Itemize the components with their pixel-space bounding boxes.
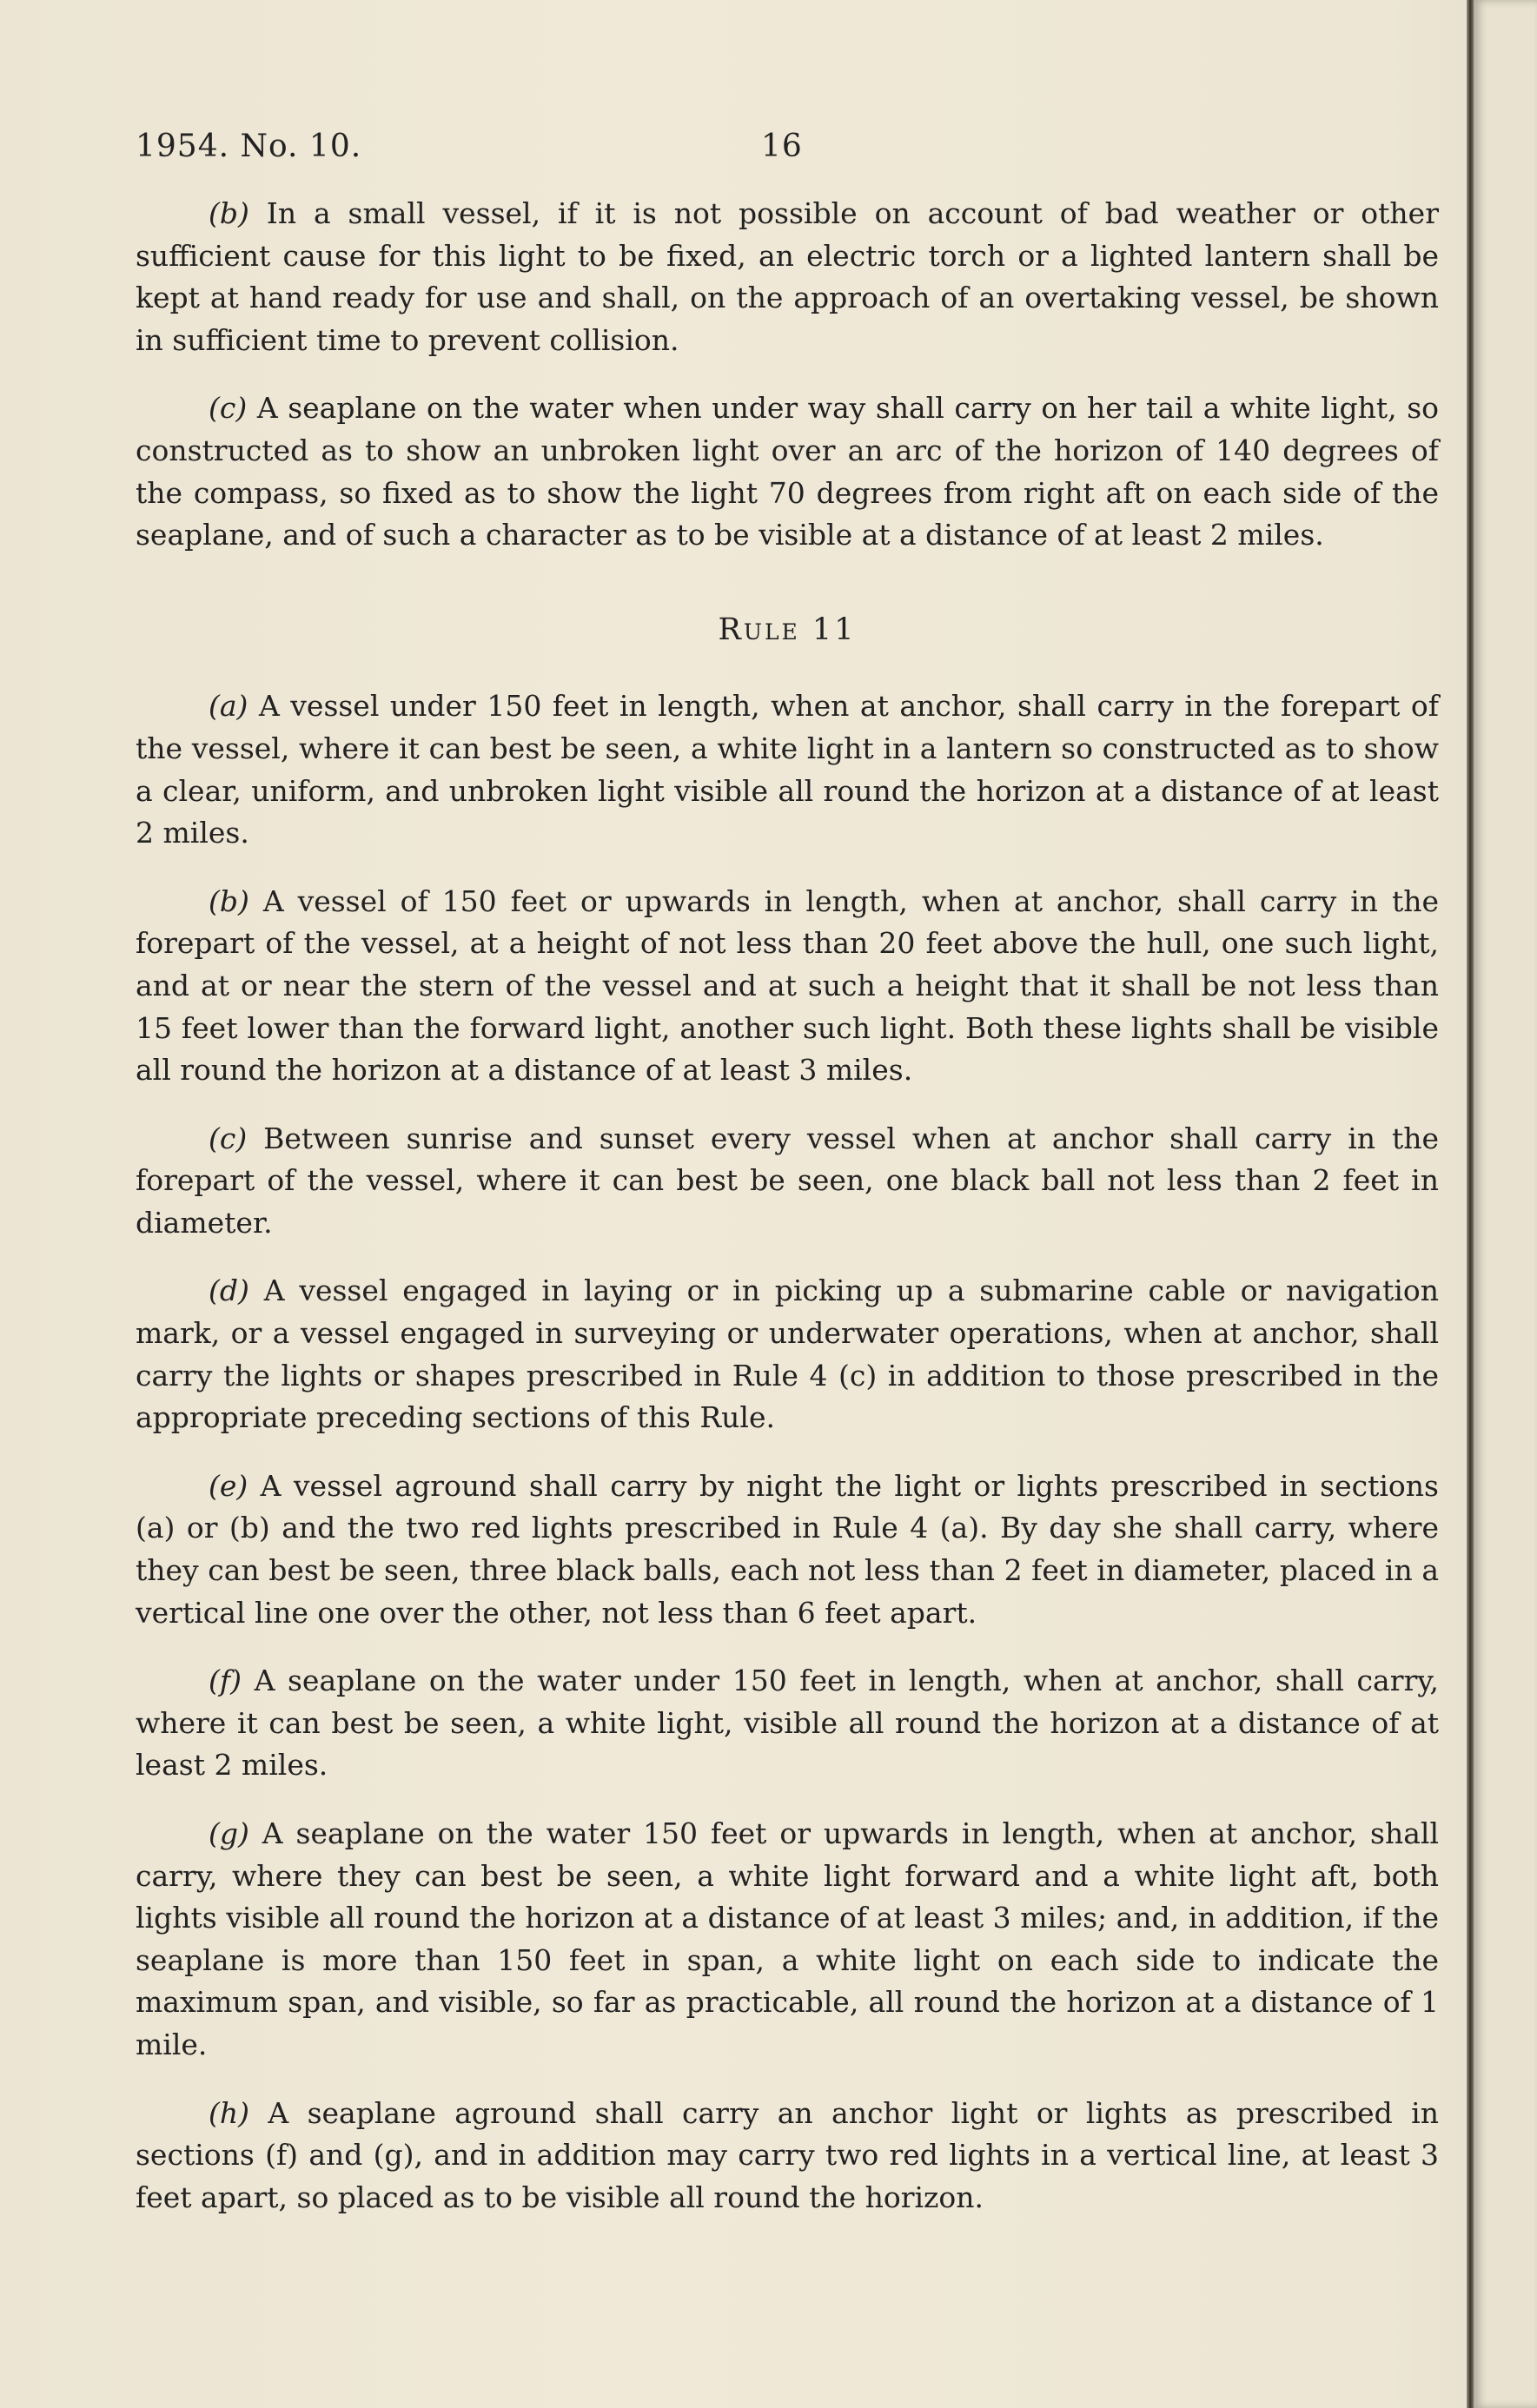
section-label: (b) [209,196,249,230]
paragraph [136,2093,1439,2219]
rule-heading: Rule 11 [718,612,857,647]
paragraph-text: A vessel under 150 feet in length, when at anchor, shall carry in the forepart of the vessel, where it can best be seen, a white light in a lantern so constructed as to show a clear, uniform, and unbroken light visible all round the horizon at a distance of at least 2 miles. [136,689,1439,850]
paragraph [136,685,1439,854]
section-label: (c) [209,1121,248,1155]
paragraph [136,1660,1439,1787]
section-label: (c) [209,391,248,426]
section-label: (b) [209,883,249,918]
paragraph-text: A seaplane on the water 150 feet or upwards in length, when at anchor, shall carry, where they can best be seen, a white light forward and a white light aft, both lights visible all round the horizon at a distance of at least 3 miles; and, in addition, if the seaplane is more than 150 feet in span, a white light on each side to indicate the maximum span, and visible, so far as practicable, all round the horizon at a distance of 1 mile. [136,1816,1439,2061]
paragraph [136,881,1439,1092]
section-label: (d) [209,1273,249,1308]
paragraph [136,1270,1439,1439]
paragraph-text: A seaplane aground shall carry an anchor light or lights as prescribed in sections (f) and (g), and in addition may carry two red lights in a vertical line, at least 3 feet apart, so placed as to be visible all round the horizon. [136,2095,1439,2214]
page-number: 16 [761,129,803,164]
paragraph [136,1813,1439,2067]
section-label: (a) [209,689,248,724]
section-label: (f) [209,1664,242,1698]
paragraph [136,387,1439,556]
paragraph-text: In a small vessel, if it is not possible on account of bad weather or other sufficient cause for this light to be fixed, an electric torch or a lighted lantern shall be kept at hand ready for use and shall, on the approach of an overtaking vessel, be shown in sufficient time to prevent collision. [136,196,1439,357]
section-label: (h) [209,2095,250,2130]
paragraph-text: A seaplane on the water when under way shall carry on her tail a white light, so constructed as to show an unbroken light over an arc of the horizon of 140 degrees of the compass, so fixed as to show the light 70 degrees from right aft on each side of the seaplane, and of such a character as to be visible at a distance of at least 2 miles. [136,391,1439,552]
section-label: (g) [209,1816,249,1850]
paragraph [136,1118,1439,1245]
paragraph [136,193,1439,361]
paragraph-text: A seaplane on the water under 150 feet in length, when at anchor, shall carry, where it can best be seen, a white light, visible all round the horizon at a distance of at least 2 miles. [136,1664,1439,1783]
paragraph-text: A vessel aground shall carry by night the light or lights prescribed in sections (a) or (b) and the two red lights prescribed in Rule 4 (a). By day she shall carry, where they can best be seen, three black balls, each not less than 2 feet in diameter, placed in a vertical line one over the other, not less than 6 feet apart. [136,1468,1439,1630]
adjacent-page-edge [1474,0,1537,2408]
paragraph-text: A vessel of 150 feet or upwards in length, when at anchor, shall carry in the forepart of the vessel, at a height of not less than 20 feet above the hull, one such light, and at or near the stern of the vessel and at such a height that it shall be not less than 15 feet lower than the forward light, another such light. Both these lights shall be visible all round the horizon at a distance of at least 3 miles. [136,883,1439,1088]
paragraph-text: Between sunrise and sunset every vessel when at anchor shall carry in the forepart of the vessel, where it can best be seen, one black ball not less than 2 feet in diameter. [136,1121,1439,1240]
page-header [136,129,1439,172]
year-number: 1954. No. 10. [136,129,362,164]
book-binding [1467,0,1474,2408]
section-label: (e) [209,1468,248,1503]
document-body [136,193,1439,2245]
paragraph [136,1465,1439,1634]
paragraph-text: A vessel engaged in laying or in picking up a submarine cable or navigation mark, or a vessel engaged in surveying or underwater operations, when at anchor, shall carry the lights or shapes prescribed in Rule 4 (c) in addition to those prescribed in the appropriate preceding sections of this Rule. [136,1273,1439,1435]
